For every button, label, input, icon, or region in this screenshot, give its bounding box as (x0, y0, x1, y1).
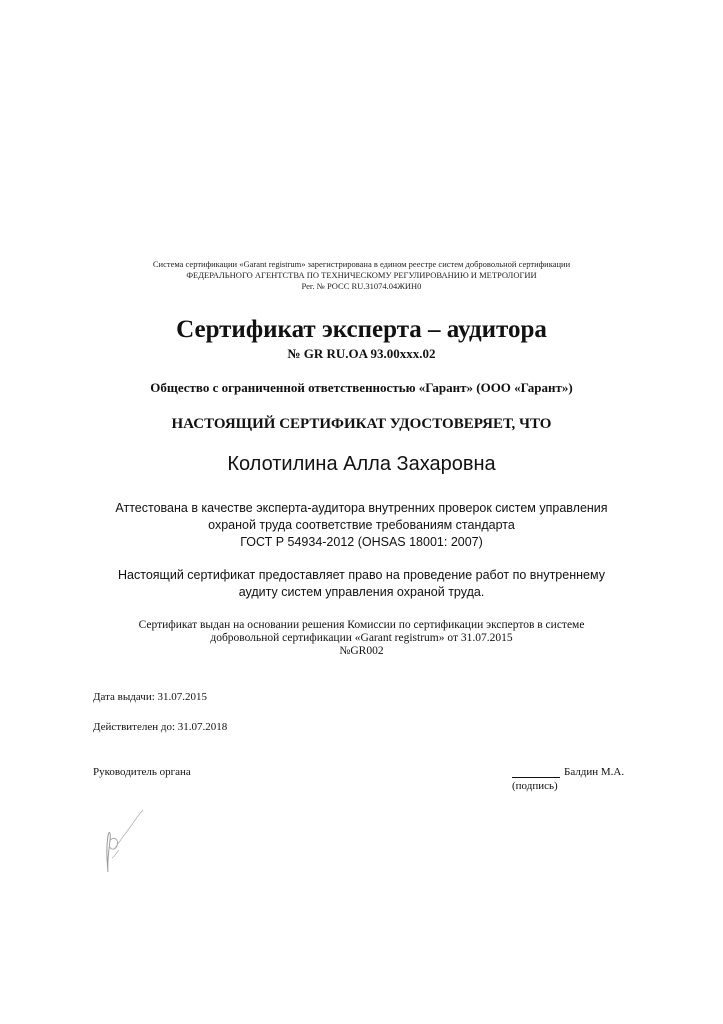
issue-date-value: 31.07.2015 (157, 691, 208, 703)
registry-notice-line-1: Система сертификации «Garant registrum» зарегистрирована в едином реестре систем добровольной сертификации (152, 259, 571, 269)
basis-line-2: добровольной сертификации «Garant registrum» от 31.07.2015 (210, 632, 513, 644)
issue-date-row (93, 690, 207, 704)
valid-until-row (93, 720, 227, 734)
attestation-line-1: Аттестована в качестве эксперта-аудитора внутренних проверок систем управления (115, 501, 608, 515)
rights-line-1: Настоящий сертификат предоставляет право на проведение работ по внутреннему (118, 568, 605, 582)
registry-notice-line-2: ФЕДЕРАЛЬНОГО АГЕНТСТВА ПО ТЕХНИЧЕСКОМУ РЕГУЛИРОВАНИЮ И МЕТРОЛОГИИ (186, 270, 537, 280)
valid-until-value: 31.07.2018 (177, 721, 228, 733)
registration-number: Рег. № РОСС RU.31074.04ЖИН0 (301, 281, 422, 291)
basis-decision-number: №GR002 (339, 645, 384, 657)
certificate-number: № GR RU.OA 93.00xxx.02 (287, 346, 436, 361)
certificate-title: Сертификат эксперта – аудитора (176, 316, 547, 343)
head-of-body-label: Руководитель органа (93, 766, 191, 778)
basis-line-1: Сертификат выдан на основании решения Комиссии по сертификации экспертов в системе (138, 619, 585, 631)
signer-name: Балдин М.А. (564, 766, 625, 778)
attestation-line-2: охраной труда соответствие требованиям стандарта (208, 518, 515, 532)
issue-date-label: Дата выдачи: (93, 691, 155, 703)
valid-until-label: Действителен до: (93, 721, 176, 733)
attestation-standard: ГОСТ Р 54934-2012 (OHSAS 18001: 2007) (240, 535, 483, 549)
holder-name: Колотилина Алла Захаровна (227, 453, 496, 475)
certifies-heading: НАСТОЯЩИЙ СЕРТИФИКАТ УДОСТОВЕРЯЕТ, ЧТО (171, 416, 552, 432)
signature-caption: (подпись) (512, 780, 558, 792)
organization-name: Общество с ограниченной ответственностью «Гарант» (ООО «Гарант») (150, 380, 573, 395)
rights-line-2: аудиту систем управления охраной труда. (238, 585, 485, 599)
signature-line (512, 765, 560, 778)
handwritten-signature (93, 800, 153, 880)
